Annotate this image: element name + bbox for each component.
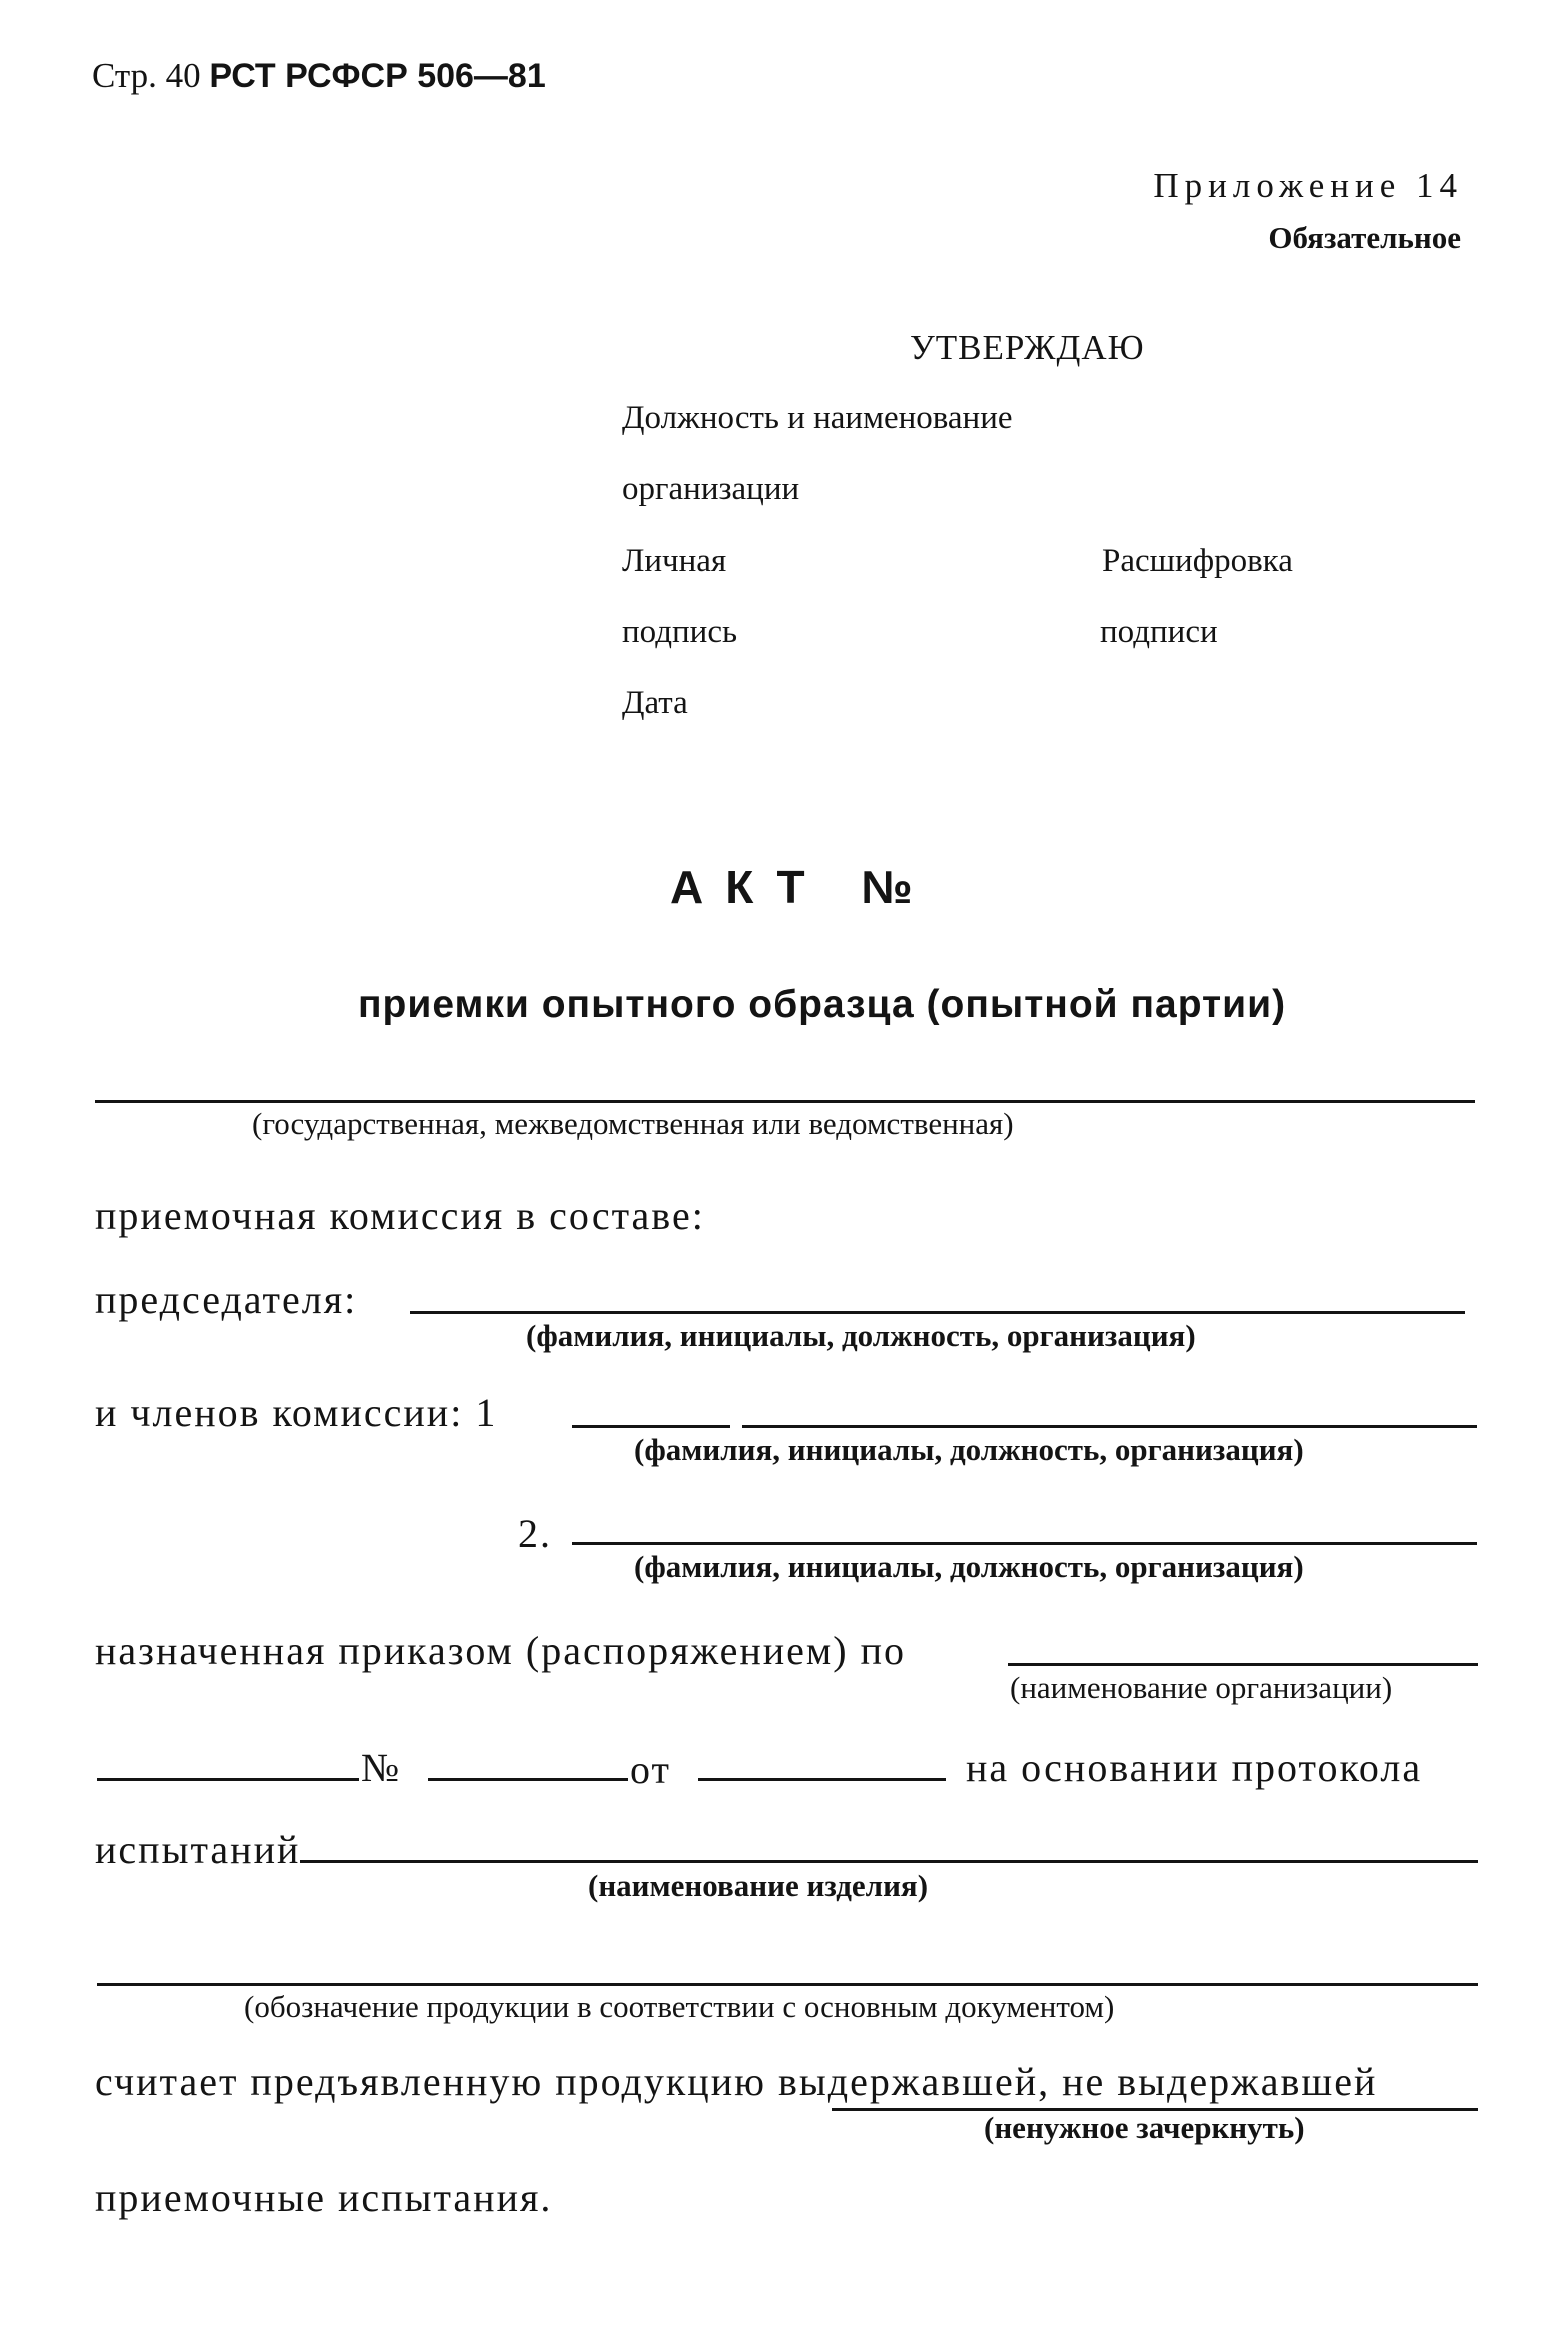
org-caption: (наименование организации) [1010,1670,1393,1705]
approval-signature-label: Личная [622,543,727,579]
product-caption: (наименование изделия) [588,1868,929,1903]
order-number-line [428,1778,628,1781]
option-passed: выдержавшей, [778,2059,1051,2104]
member2-caption: (фамилия, инициалы, должность, организация) [634,1549,1304,1584]
product-line [300,1860,1478,1863]
designation-line [97,1983,1478,1986]
verdict-text: считает предъявленную продукцию [95,2059,767,2104]
commission-type-caption: (государственная, межведомственная или ведомственная) [252,1106,1014,1141]
chairman-caption: (фамилия, инициалы, должность, организация) [526,1318,1196,1353]
approval-decode-label-2: подписи [1100,614,1218,650]
act-title: АКТ № [670,861,935,913]
from-label: от [630,1747,671,1792]
member2-number: 2. [518,1511,552,1556]
page-number: Стр. 40 [92,56,201,95]
designation-caption: (обозначение продукции в соответствии с основным документом) [244,1989,1115,2024]
order-from-line [698,1778,946,1781]
strike-caption: (ненужное зачеркнуть) [984,2110,1305,2145]
approval-signature-label-2: подпись [622,614,738,650]
standard-code: РСТ РСФСР 506—81 [209,57,546,95]
order-org-line [1008,1663,1478,1666]
chairman-line [410,1311,1465,1314]
member2-line [572,1542,1477,1545]
member1-line-a [572,1425,730,1428]
appendix-title: Приложение 14 [1153,166,1463,205]
approval-position-label: Должность и наименование [622,400,1013,436]
members-label: и членов комиссии: 1 [95,1390,498,1435]
chairman-label: председателя: [95,1277,358,1322]
protocol-text: на основании протокола [966,1745,1423,1790]
approval-decode-label: Расшифровка [1102,543,1293,579]
order-text: назначенная приказом (распоряжением) по [95,1628,906,1673]
approval-date-label: Дата [622,685,688,721]
number-sign: № [361,1745,402,1790]
option-failed: не выдержавшей [1062,2059,1378,2104]
member1-caption: (фамилия, инициалы, должность, организация) [634,1432,1304,1467]
page-header [92,58,546,93]
commission-intro: приемочная комиссия в составе: [95,1193,705,1238]
member1-line-b [742,1425,1477,1428]
approval-organization-label: организации [622,471,800,507]
verdict-line [95,2059,1378,2104]
order-date-line [97,1778,359,1781]
final-text: приемочные испытания. [95,2175,553,2220]
appendix-status: Обязательное [1268,220,1461,255]
commission-type-line [95,1100,1475,1103]
tests-label: испытаний [95,1827,301,1872]
approval-heading: УТВЕРЖДАЮ [910,328,1145,367]
act-subtitle: приемки опытного образца (опытной партии) [358,983,1287,1026]
